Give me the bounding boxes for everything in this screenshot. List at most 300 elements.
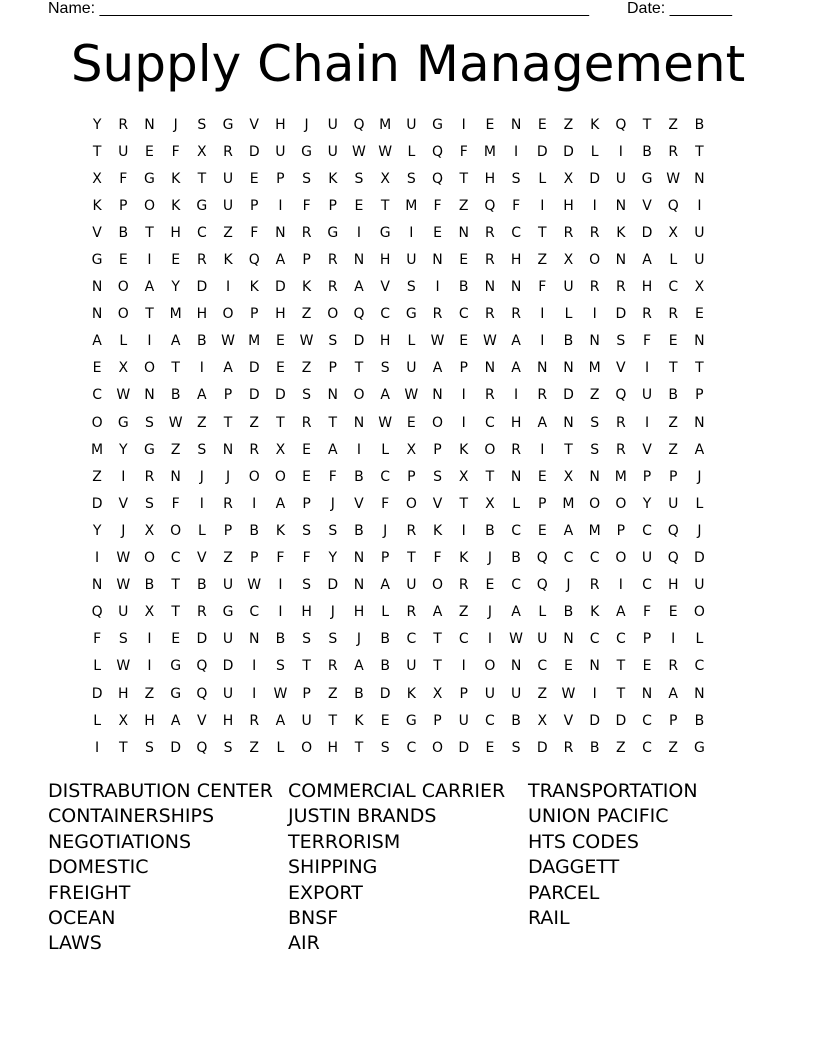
grid-letter: E: [459, 333, 469, 350]
grid-letter: N: [432, 387, 443, 404]
grid-letter: J: [330, 495, 335, 512]
grid-letter: P: [328, 360, 337, 377]
grid-letter: G: [432, 116, 443, 133]
word-bank-item: LAWS: [48, 932, 102, 955]
grid-row: [84, 680, 734, 707]
grid-letter: S: [511, 739, 521, 756]
grid-letter: W: [273, 685, 288, 702]
grid-letter: B: [668, 387, 679, 404]
grid-letter: P: [380, 550, 390, 567]
word-bank-item: TERRORISM: [288, 830, 401, 853]
grid-letter: S: [145, 739, 154, 756]
word-bank-item: HTS CODES: [528, 830, 639, 853]
grid-letter: Q: [196, 739, 208, 756]
grid-letter: P: [459, 685, 468, 702]
grid-letter: H: [275, 306, 286, 323]
grid-letter: O: [117, 279, 129, 296]
grid-letter: D: [615, 712, 627, 729]
grid-letter: V: [616, 360, 626, 377]
grid-letter: Z: [589, 387, 600, 404]
grid-letter: C: [406, 739, 417, 756]
grid-letter: S: [590, 441, 600, 458]
grid-letter: D: [589, 712, 601, 729]
grid-letter: D: [248, 387, 260, 404]
grid-row: [84, 192, 734, 219]
grid-letter: B: [197, 577, 207, 594]
grid-letter: O: [484, 658, 496, 675]
grid-letter: R: [642, 306, 652, 323]
grid-letter: K: [302, 279, 312, 296]
grid-letter: I: [644, 414, 650, 431]
word-bank-item: PARCEL: [528, 881, 600, 904]
word-bank-item: RAIL: [528, 907, 570, 929]
grid-letter: I: [592, 685, 597, 702]
grid-letter: A: [380, 387, 390, 404]
grid-letter: A: [537, 414, 548, 431]
grid-letter: Y: [92, 116, 102, 133]
grid-letter: N: [537, 360, 548, 377]
grid-letter: F: [276, 550, 285, 567]
grid-letter: F: [433, 197, 442, 214]
grid-letter: M: [483, 143, 496, 160]
grid-letter: U: [615, 170, 626, 187]
grid-letter: B: [642, 143, 652, 160]
grid-letter: I: [278, 197, 283, 214]
grid-letter: Q: [196, 658, 208, 675]
grid-letter: I: [461, 522, 466, 539]
grid-letter: S: [145, 495, 154, 512]
grid-letter: W: [116, 550, 131, 567]
grid-letter: S: [380, 360, 390, 377]
grid-letter: E: [537, 522, 547, 539]
grid-letter: Z: [537, 685, 548, 702]
grid-letter: G: [144, 441, 155, 458]
grid-row: [84, 219, 734, 246]
grid-letter: G: [222, 116, 234, 133]
grid-letter: T: [171, 577, 180, 594]
grid-letter: C: [589, 631, 600, 648]
grid-letter: R: [563, 739, 574, 756]
grid-letter: F: [643, 604, 652, 621]
grid-letter: O: [432, 577, 444, 594]
grid-letter: E: [354, 197, 364, 214]
grid-letter: G: [641, 170, 653, 187]
grid-letter: T: [433, 658, 442, 675]
grid-letter: R: [563, 224, 574, 241]
grid-letter: G: [144, 170, 155, 187]
grid-letter: V: [118, 495, 129, 512]
grid-letter: D: [196, 631, 208, 648]
grid-letter: W: [247, 577, 262, 594]
grid-letter: C: [537, 658, 548, 675]
grid-letter: F: [538, 279, 547, 296]
grid-letter: S: [616, 333, 626, 350]
grid-letter: W: [116, 387, 131, 404]
grid-letter: Q: [432, 143, 444, 160]
grid-letter: S: [380, 739, 390, 756]
grid-letter: Z: [668, 441, 679, 458]
grid-letter: S: [302, 522, 312, 539]
grid-letter: A: [511, 360, 521, 377]
grid-letter: S: [511, 170, 521, 187]
grid-letter: R: [223, 495, 233, 512]
grid-letter: D: [536, 143, 548, 160]
grid-letter: I: [252, 685, 257, 702]
grid-letter: J: [383, 522, 388, 539]
grid-letter: C: [406, 631, 417, 648]
grid-letter: J: [697, 468, 702, 485]
grid-letter: N: [510, 468, 522, 485]
grid-letter: F: [250, 224, 259, 241]
grid-letter: E: [302, 468, 312, 485]
grid-letter: P: [249, 550, 259, 567]
grid-letter: J: [173, 116, 178, 133]
grid-row: [84, 707, 734, 734]
grid-letter: D: [222, 658, 234, 675]
grid-letter: S: [328, 631, 338, 648]
grid-letter: J: [487, 550, 492, 567]
grid-letter: F: [93, 631, 102, 648]
grid-letter: X: [197, 143, 207, 160]
grid-letter: R: [327, 658, 338, 675]
grid-letter: I: [461, 387, 466, 404]
grid-row: [84, 274, 734, 301]
grid-letter: W: [378, 143, 393, 160]
grid-letter: T: [145, 306, 154, 323]
grid-letter: S: [118, 631, 128, 648]
grid-row: [84, 463, 734, 490]
grid-letter: B: [589, 739, 600, 756]
word-bank: [48, 779, 768, 959]
grid-letter: C: [668, 279, 679, 296]
grid-letter: J: [121, 522, 126, 539]
grid-letter: J: [356, 631, 362, 648]
grid-letter: K: [275, 522, 285, 539]
grid-letter: J: [697, 522, 702, 539]
grid-letter: N: [458, 224, 469, 241]
grid-letter: V: [642, 197, 652, 214]
grid-letter: A: [668, 685, 678, 702]
grid-letter: S: [433, 468, 442, 485]
grid-letter: C: [380, 468, 391, 485]
grid-letter: Q: [667, 550, 679, 567]
grid-letter: D: [589, 170, 601, 187]
grid-letter: Q: [353, 116, 365, 133]
grid-row: [84, 246, 734, 273]
grid-letter: U: [301, 712, 312, 729]
grid-letter: I: [461, 414, 466, 431]
grid-row: [84, 517, 734, 544]
grid-letter: K: [432, 522, 443, 539]
grid-letter: T: [354, 739, 364, 756]
grid-letter: P: [407, 468, 416, 485]
grid-letter: R: [485, 252, 495, 269]
word-bank-item: CONTAINERSHIPS: [48, 805, 215, 828]
grid-letter: D: [275, 279, 286, 296]
grid-letter: E: [118, 252, 128, 269]
word-bank-item: SHIPPING: [288, 856, 378, 879]
grid-letter: N: [694, 685, 705, 702]
grid-letter: N: [615, 197, 627, 214]
grid-row: [84, 382, 734, 409]
grid-letter: R: [615, 441, 626, 458]
grid-letter: O: [615, 495, 627, 512]
grid-letter: J: [330, 604, 335, 621]
grid-letter: E: [406, 414, 416, 431]
grid-letter: T: [564, 441, 573, 458]
word-bank-item: AIR: [288, 932, 320, 955]
grid-letter: W: [221, 333, 235, 350]
grid-letter: T: [459, 495, 468, 512]
grid-letter: P: [616, 522, 626, 539]
grid-letter: Q: [248, 252, 260, 269]
grid-letter: K: [354, 712, 364, 729]
grid-letter: T: [223, 414, 233, 431]
grid-letter: Q: [432, 170, 444, 187]
grid-letter: S: [223, 739, 233, 756]
grid-letter: M: [248, 333, 261, 350]
grid-letter: I: [592, 197, 597, 214]
grid-letter: O: [589, 252, 601, 269]
grid-letter: N: [563, 631, 574, 648]
grid-letter: U: [458, 712, 469, 729]
grid-letter: D: [379, 685, 391, 702]
grid-letter: B: [354, 685, 364, 702]
grid-letter: V: [380, 279, 390, 296]
grid-letter: U: [694, 577, 705, 594]
grid-letter: A: [354, 658, 364, 675]
grid-letter: P: [302, 685, 311, 702]
grid-letter: M: [379, 116, 392, 133]
grid-letter: S: [328, 522, 338, 539]
grid-letter: E: [249, 170, 259, 187]
grid-letter: I: [618, 577, 623, 594]
grid-letter: I: [487, 631, 492, 648]
grid-letter: U: [537, 631, 548, 648]
grid-letter: E: [537, 116, 547, 133]
grid-letter: C: [642, 739, 652, 756]
grid-letter: L: [93, 712, 101, 729]
grid-letter: D: [196, 279, 208, 296]
grid-letter: V: [354, 495, 364, 512]
grid-letter: V: [432, 495, 443, 512]
grid-letter: L: [538, 170, 547, 187]
grid-letter: I: [147, 631, 152, 648]
grid-letter: E: [485, 116, 495, 133]
grid-letter: E: [668, 333, 678, 350]
grid-letter: S: [328, 333, 338, 350]
grid-letter: E: [302, 441, 312, 458]
grid-letter: F: [643, 333, 652, 350]
grid-letter: U: [510, 685, 522, 702]
grid-letter: M: [588, 522, 601, 539]
grid-letter: S: [302, 170, 312, 187]
grid-letter: E: [380, 712, 390, 729]
grid-letter: D: [91, 495, 103, 512]
grid-letter: P: [433, 441, 442, 458]
grid-letter: I: [540, 441, 545, 458]
grid-letter: Z: [327, 685, 338, 702]
grid-letter: U: [327, 143, 338, 160]
grid-letter: N: [615, 252, 627, 269]
grid-letter: A: [327, 441, 338, 458]
grid-letter: K: [590, 604, 600, 621]
grid-letter: C: [458, 306, 469, 323]
grid-letter: Q: [536, 577, 548, 594]
grid-letter: X: [668, 224, 679, 241]
grid-letter: E: [171, 252, 181, 269]
grid-letter: L: [197, 522, 206, 539]
grid-letter: U: [222, 577, 234, 594]
grid-letter: P: [642, 468, 652, 485]
grid-letter: I: [592, 306, 597, 323]
grid-letter: Z: [537, 252, 548, 269]
grid-letter: T: [145, 224, 154, 241]
name-field-label: Name: _______________________________________________________: [48, 0, 589, 17]
grid-letter: V: [249, 116, 259, 133]
grid-letter: B: [380, 631, 390, 648]
grid-letter: O: [353, 387, 365, 404]
grid-letter: Z: [144, 685, 155, 702]
grid-letter: H: [301, 604, 312, 621]
grid-letter: I: [252, 658, 257, 675]
word-bank-item: TRANSPORTATION: [528, 780, 698, 802]
grid-letter: C: [642, 577, 652, 594]
grid-letter: K: [406, 685, 416, 702]
grid-letter: A: [642, 252, 652, 269]
grid-letter: R: [432, 306, 443, 323]
grid-letter: F: [433, 550, 442, 567]
grid-letter: A: [432, 604, 443, 621]
grid-letter: S: [197, 116, 207, 133]
grid-letter: I: [95, 550, 100, 567]
grid-row: [84, 301, 734, 328]
grid-letter: R: [249, 441, 260, 458]
grid-letter: N: [327, 387, 339, 404]
grid-letter: E: [92, 360, 102, 377]
grid-letter: P: [249, 197, 259, 214]
word-bank-item: OCEAN: [48, 907, 116, 929]
grid-letter: N: [353, 414, 365, 431]
grid-letter: U: [118, 604, 129, 621]
grid-letter: N: [170, 468, 181, 485]
grid-letter: F: [119, 170, 128, 187]
grid-letter: X: [118, 712, 129, 729]
grid-letter: I: [95, 739, 100, 756]
grid-letter: N: [510, 116, 522, 133]
grid-letter: H: [196, 306, 208, 323]
grid-letter: S: [354, 170, 364, 187]
grid-letter: H: [510, 414, 522, 431]
grid-letter: I: [278, 577, 283, 594]
grid-letter: M: [562, 495, 575, 512]
grid-letter: R: [485, 224, 495, 241]
grid-letter: Q: [615, 387, 627, 404]
grid-letter: R: [615, 414, 626, 431]
grid-letter: H: [379, 252, 391, 269]
grid-letter: N: [694, 414, 705, 431]
grid-letter: Q: [667, 197, 679, 214]
grid-letter: L: [381, 441, 390, 458]
grid-letter: B: [380, 658, 390, 675]
grid-letter: T: [695, 143, 704, 160]
grid-letter: G: [693, 739, 705, 756]
grid-letter: N: [91, 279, 103, 296]
grid-letter: N: [589, 333, 600, 350]
grid-letter: X: [563, 468, 574, 485]
grid-letter: W: [509, 631, 524, 648]
grid-letter: P: [328, 197, 337, 214]
grid-letter: X: [563, 252, 574, 269]
grid-letter: B: [249, 522, 260, 539]
grid-letter: O: [301, 739, 313, 756]
grid-letter: M: [91, 441, 104, 458]
grid-letter: F: [328, 468, 337, 485]
grid-letter: O: [222, 306, 234, 323]
grid-letter: P: [433, 712, 442, 729]
grid-letter: E: [537, 468, 547, 485]
grid-letter: C: [563, 550, 574, 567]
grid-letter: V: [563, 712, 574, 729]
grid-letter: L: [695, 631, 704, 648]
grid-letter: Q: [615, 116, 627, 133]
grid-letter: Y: [92, 522, 102, 539]
grid-letter: R: [406, 604, 417, 621]
grid-letter: A: [275, 495, 286, 512]
grid-letter: D: [536, 739, 548, 756]
grid-letter: N: [353, 252, 365, 269]
grid-letter: R: [511, 306, 521, 323]
grid-letter: U: [118, 143, 129, 160]
word-bank-item: COMMERCIAL CARRIER: [288, 780, 506, 802]
grid-letter: R: [589, 224, 600, 241]
grid-letter: O: [589, 495, 601, 512]
grid-letter: D: [353, 333, 365, 350]
grid-letter: A: [694, 441, 705, 458]
grid-letter: F: [302, 197, 311, 214]
grid-letter: Z: [668, 116, 679, 133]
grid-letter: F: [302, 550, 311, 567]
grid-letter: W: [168, 414, 183, 431]
grid-letter: T: [459, 170, 468, 187]
grid-letter: R: [196, 252, 207, 269]
grid-letter: T: [538, 224, 547, 241]
grid-letter: M: [169, 306, 182, 323]
grid-letter: T: [380, 197, 390, 214]
word-bank-item: BNSF: [288, 907, 339, 929]
grid-letter: A: [275, 252, 286, 269]
grid-letter: G: [405, 712, 417, 729]
grid-letter: Z: [170, 441, 181, 458]
grid-letter: N: [589, 658, 600, 675]
grid-letter: U: [222, 170, 234, 187]
grid-letter: L: [93, 658, 101, 675]
grid-letter: N: [694, 333, 705, 350]
grid-letter: W: [299, 333, 314, 350]
grid-letter: S: [406, 170, 416, 187]
grid-letter: X: [458, 468, 469, 485]
grid-letter: A: [92, 333, 102, 350]
grid-letter: Q: [536, 550, 548, 567]
grid-letter: L: [564, 306, 573, 323]
grid-letter: N: [563, 360, 574, 377]
grid-letter: F: [171, 495, 180, 512]
grid-row: [84, 626, 734, 653]
grid-letter: R: [668, 306, 679, 323]
grid-letter: I: [461, 116, 466, 133]
grid-letter: A: [170, 712, 181, 729]
grid-letter: B: [563, 333, 574, 350]
